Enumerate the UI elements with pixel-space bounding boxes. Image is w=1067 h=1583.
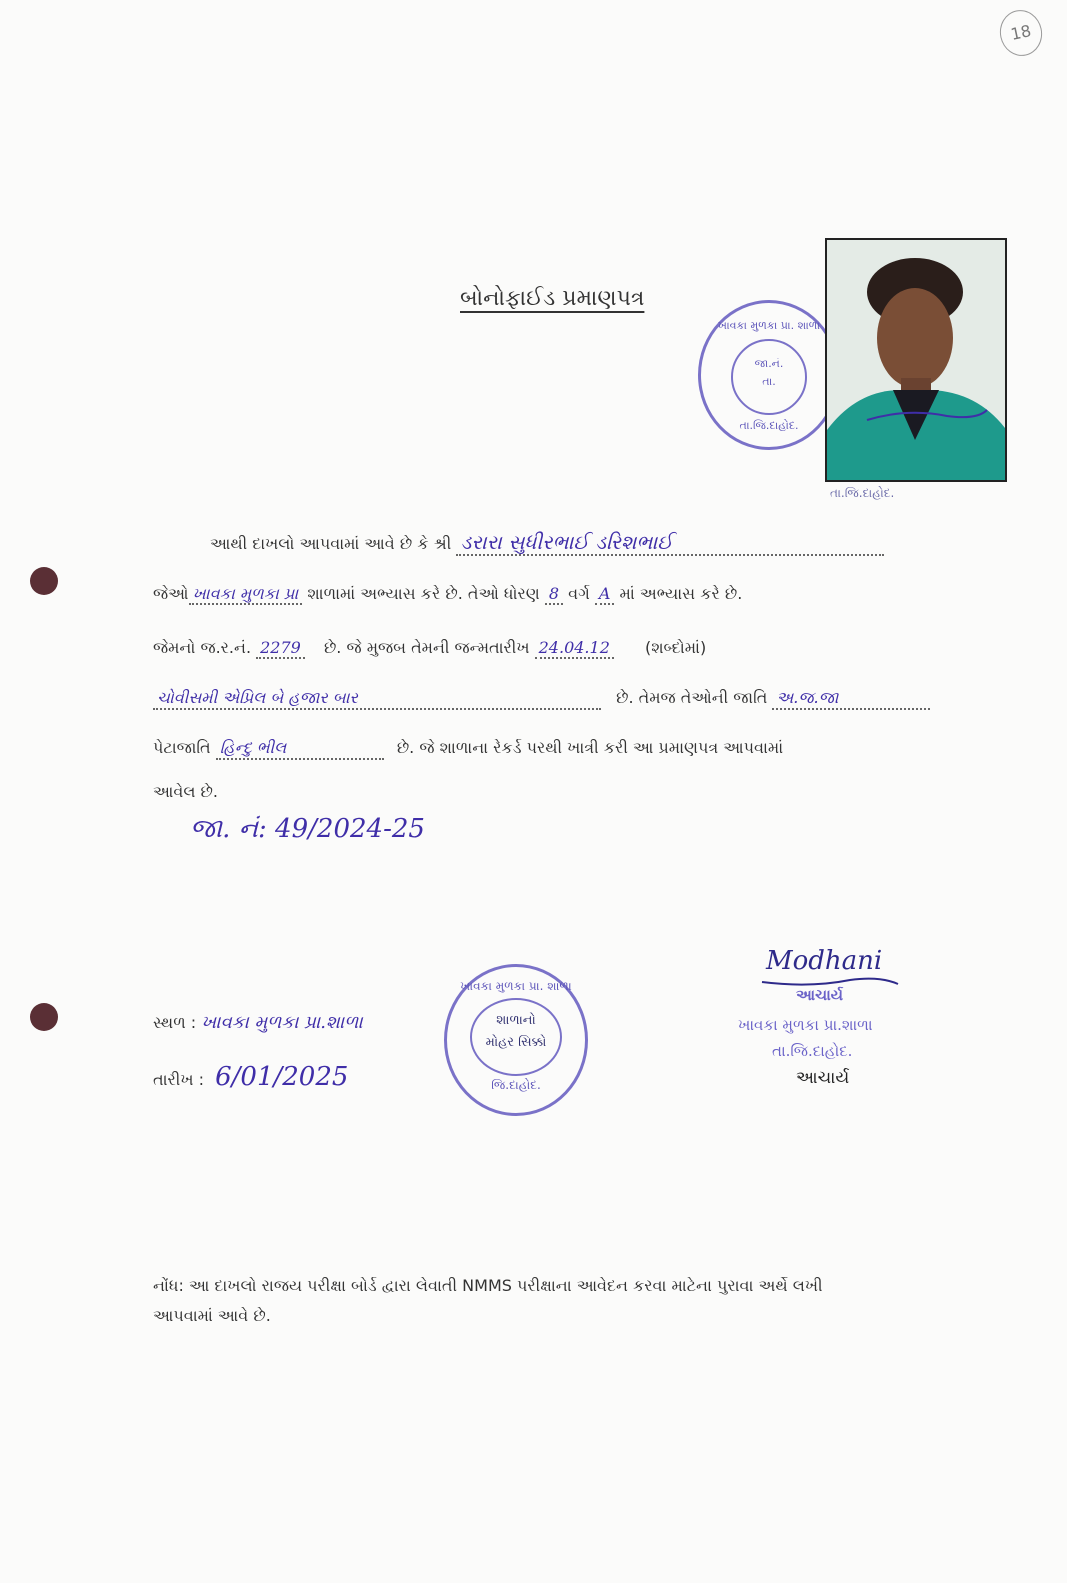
page-number: 18 bbox=[996, 6, 1047, 60]
gr-number-fill: 2279 bbox=[256, 638, 305, 659]
seal-inner bbox=[470, 998, 562, 1076]
date-row bbox=[153, 1062, 348, 1092]
punch-hole-top bbox=[30, 567, 58, 595]
body-line-2 bbox=[153, 584, 742, 604]
principal-label: આચાર્ય bbox=[796, 1068, 850, 1088]
student-photo-image bbox=[827, 240, 1005, 480]
principal-signature: Modhani bbox=[766, 946, 883, 976]
dob-words-fill: ચોવીસમી એપ્રિલ બે હજાર બાર bbox=[153, 688, 601, 710]
place-value: ખાવકા મુળકા પ્રા.શાળા bbox=[201, 1012, 363, 1033]
seal-ring-text: ખાવકા મુળકા પ્રા. શાળા bbox=[460, 979, 572, 993]
line5-suffix: છે. જે શાળાના રેકર્ડ પરથી ખાત્રી કરી આ પ્રમાણપત્ર આપવામાં bbox=[396, 738, 784, 757]
student-name: ડરારા સુધીરભાઈ ડરિશભાઈ bbox=[456, 530, 884, 556]
seal-bottom-text: જિ.દાહોદ. bbox=[491, 1078, 541, 1092]
stamp-inner-line1: જા.નં. bbox=[754, 357, 784, 370]
stamp-inner bbox=[731, 339, 807, 415]
punch-hole-bottom bbox=[30, 1003, 58, 1031]
line2-mid2: વર્ગ bbox=[568, 584, 590, 603]
student-photo bbox=[825, 238, 1007, 482]
note-line-2: આપવામાં આવે છે. bbox=[153, 1306, 271, 1325]
line2-prefix: જેઓ bbox=[153, 584, 189, 603]
line4-mid: છે. તેમજ તેઓની જાતિ bbox=[616, 688, 768, 707]
body-line-1 bbox=[210, 530, 884, 556]
stamp-ring-text: ખાવકા મુળકા પ્રા. શાળા bbox=[717, 319, 821, 332]
note-line-1: નોંધ: આ દાખલો રાજય પરીક્ષા બોર્ડ દ્વારા લેવાતી NMMS પરીક્ષાના આવેદન કરવા માટેના પુરાવા અર્થે લખી bbox=[153, 1276, 823, 1295]
date-value: 6/01/2025 bbox=[215, 1062, 349, 1092]
stamp-inner-line2: તા. bbox=[762, 375, 776, 388]
date-label: તારીખ : bbox=[153, 1070, 205, 1089]
school-seal-bottom bbox=[444, 964, 588, 1116]
dob-fill: 24.04.12 bbox=[535, 638, 614, 659]
seal-inner-line1: શાળાનો bbox=[496, 1013, 536, 1028]
body-line-5 bbox=[153, 738, 783, 760]
place-row bbox=[153, 1012, 363, 1033]
body-line-3 bbox=[153, 638, 706, 658]
line3-suffix: (શબ્દોમાં) bbox=[644, 638, 707, 657]
outward-number: જા. નં: 49/2024-25 bbox=[190, 814, 425, 844]
line5-prefix: પેટાજાતિ bbox=[153, 738, 211, 757]
photo-stamp-caption: તા.જિ.દાહોદ. bbox=[830, 486, 895, 500]
place-label: સ્થળ : bbox=[153, 1013, 197, 1032]
line3-mid: છે. જે મુજબ તેમની જન્મતારીખ bbox=[323, 638, 530, 657]
principal-stamp-place: તા.જિ.દાહોદ. bbox=[772, 1042, 853, 1060]
standard-fill: 8 bbox=[545, 584, 563, 605]
seal-inner-line2: મોહર સિક્કો bbox=[485, 1035, 547, 1050]
line2-mid1: શાળામાં અભ્યાસ કરે છે. તેઓ ધોરણ bbox=[307, 584, 540, 603]
school-stamp-top bbox=[698, 300, 840, 450]
line2-suffix: માં અભ્યાસ કરે છે. bbox=[619, 584, 743, 603]
school-name-fill: ખાવકા મુળકા પ્રા bbox=[189, 584, 303, 605]
caste-fill: અ.જ.જા bbox=[772, 688, 930, 710]
line1-prefix: આથી દાખલો આપવામાં આવે છે કે શ્રી bbox=[210, 534, 452, 553]
division-fill: A bbox=[595, 584, 615, 605]
page-title: બોનોફાઈડ પ્રમાણપત્ર bbox=[460, 286, 645, 311]
body-line-4 bbox=[153, 688, 930, 710]
principal-stamp-title: આચાર્ય bbox=[796, 986, 844, 1004]
subcaste-fill: હિન્દુ ભીલ bbox=[216, 738, 384, 760]
principal-stamp-school: ખાવકા મુળકા પ્રા.શાળા bbox=[738, 1016, 873, 1034]
line3-prefix: જેમનો જ.ર.નં. bbox=[153, 638, 252, 657]
body-line-6: આવેલ છે. bbox=[153, 782, 218, 801]
stamp-bottom-text: તા.જિ.દાહોદ. bbox=[739, 419, 799, 432]
